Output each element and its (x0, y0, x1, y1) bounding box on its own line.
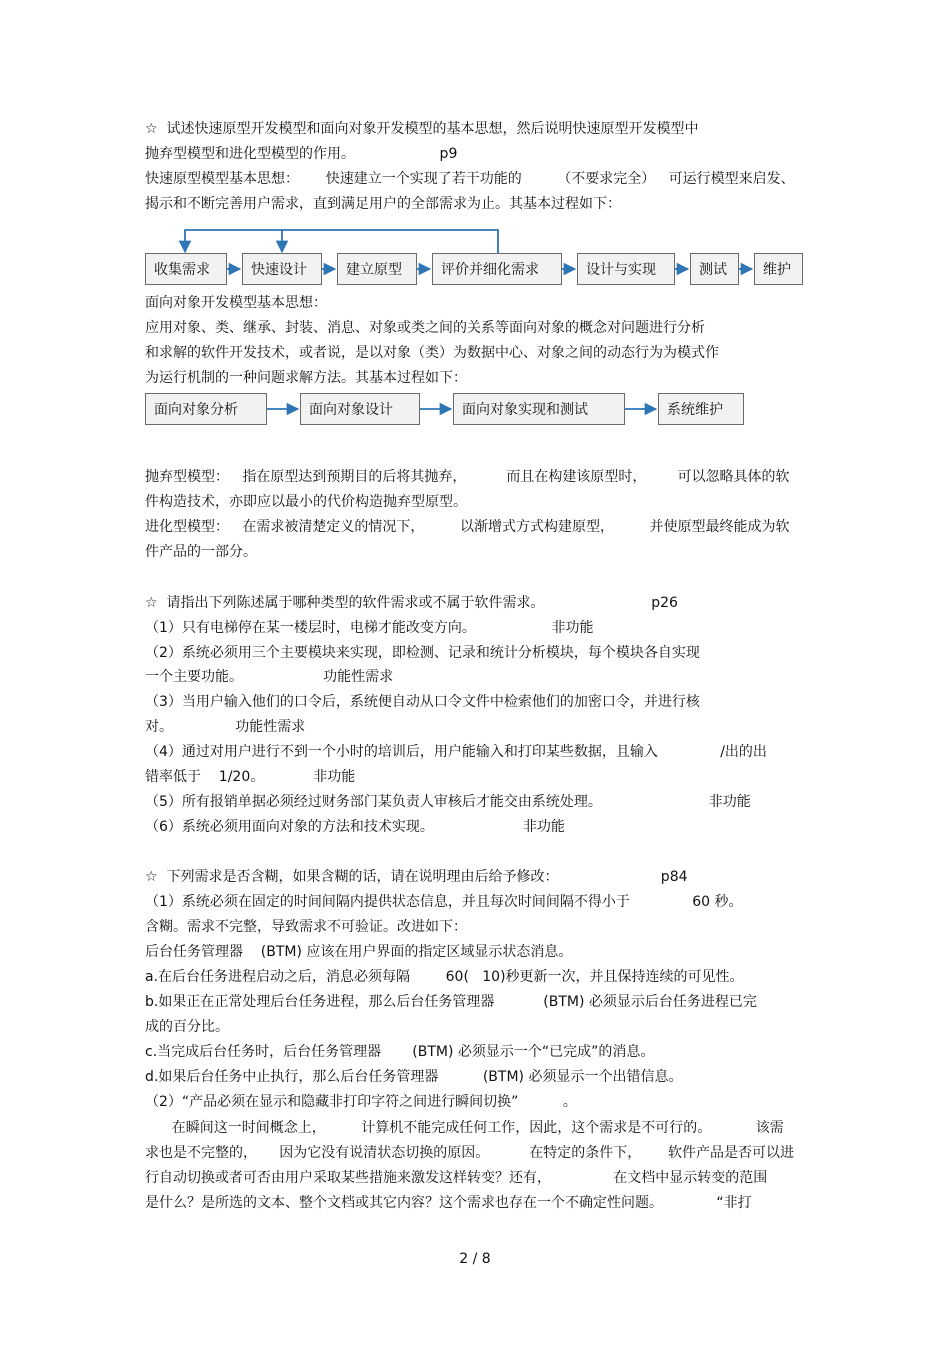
question-2-item-3-line-2: 对。 功能性需求 (145, 719, 306, 735)
oo-idea-line-2: 和求解的软件开发技术，或者说，是以对象（类）为数据中心、对象之间的动态行为为模式作 (145, 345, 719, 361)
question-3-answer-2: 后台任务管理器 (BTM) 应该在用户界面的指定区域显示状态消息。 (145, 944, 573, 960)
throwaway-model-line-2: 件构造技术，亦即应以最小的代价构造抛弃型原型。 (145, 494, 467, 510)
flow-step-quick-design: 快速设计 (242, 253, 322, 285)
question-2-item-3-line-1: （3）当用户输入他们的口令后，系统便自动从口令文件中检索他们的加密口令，并进行核 (145, 694, 700, 710)
question-1-line-1: ☆ 试述快速原型开发模型和面向对象开发模型的基本思想，然后说明快速原型开发模型中 (145, 121, 699, 137)
evolutionary-model-line-1: 进化型模型： 在需求被清楚定义的情况下， 以渐增式方式构建原型， 并使原型最终能成为软 (145, 519, 790, 535)
question-3-heading: ☆ 下列需求是否含糊，如果含糊的话，请在说明理由后给予修改： p84 (145, 869, 688, 885)
question-2-heading: ☆ 请指出下列陈述属于哪种类型的软件需求或不属于软件需求。 p26 (145, 595, 678, 611)
oo-idea-heading: 面向对象开发模型基本思想： (145, 295, 327, 311)
question-3-point-b-line-2: 成的百分比。 (145, 1019, 229, 1035)
question-3-item-2: （2）“产品必须在显示和隐藏非打印字符之间进行瞬间切换” 。 (145, 1094, 577, 1110)
flow-step-oo-analysis: 面向对象分析 (145, 393, 267, 425)
evolutionary-model-line-2: 件产品的一部分。 (145, 544, 257, 560)
question-3-point-a: a.在后台任务进程启动之后，消息必须每隔 60( 10)秒更新一次，并且保持连续的可见性。 (145, 969, 744, 985)
question-1-line-2: 抛弃型模型和进化型模型的作用。 p9 (145, 146, 458, 162)
question-3-item-1: （1）系统必须在固定的时间间隔内提供状态信息，并且每次时间间隔不得小于 60 秒。 (145, 894, 743, 910)
page-number: 2 / 8 (459, 1251, 491, 1267)
question-3-analysis-line-4: 是什么？是所选的文本、整个文档或其它内容？这个需求也存在一个不确定性问题。 “非打 (145, 1195, 752, 1211)
question-3-point-c: c.当完成后台任务时，后台任务管理器 (BTM) 必须显示一个“已完成”的消息。 (145, 1044, 655, 1060)
question-3-analysis-line-1: 在瞬间这一时间概念上， 计算机不能完成任何工作，因此，这个需求是不可行的。 该需 (145, 1120, 784, 1136)
flow-step-evaluate-refine: 评价并细化需求 (432, 253, 562, 285)
question-2-item-5: （5）所有报销单据必须经过财务部门某负责人审核后才能交由系统处理。 非功能 (145, 794, 751, 810)
question-3-point-b-line-1: b.如果正在正常处理后台任务进程，那么后台任务管理器 (BTM) 必须显示后台任务进程已完 (145, 994, 757, 1010)
oo-idea-line-3: 为运行机制的一种问题求解方法。其基本过程如下： (145, 370, 467, 386)
flow-step-oo-design: 面向对象设计 (300, 393, 420, 425)
question-2-item-2-line-1: （2）系统必须用三个主要模块来实现，即检测、记录和统计分析模块，每个模块各自实现 (145, 645, 700, 661)
question-2-item-4-line-1: （4）通过对用户进行不到一个小时的培训后，用户能输入和打印某些数据，且输入 /出的出 (145, 744, 767, 760)
question-2-item-2-line-2: 一个主要功能。 功能性需求 (145, 669, 394, 685)
flow-step-test: 测试 (690, 253, 739, 285)
question-3-point-d: d.如果后台任务中止执行，那么后台任务管理器 (BTM) 必须显示一个出错信息。 (145, 1069, 683, 1085)
question-3-answer-1: 含糊。需求不完整，导致需求不可验证。改进如下： (145, 919, 467, 935)
rapid-prototype-idea-line-1: 快速原型模型基本思想： 快速建立一个实现了若干功能的 （不要求完全） 可运行模型来启发、 (145, 171, 795, 187)
question-3-analysis-line-3: 行自动切换或者可否由用户采取某些措施来激发这样转变？还有， 在文档中显示转变的范围 (145, 1170, 768, 1186)
flow-step-maintain: 维护 (754, 253, 803, 285)
flow-step-collect-requirements: 收集需求 (145, 253, 227, 285)
question-3-analysis-line-2: 求也是不完整的， 因为它没有说清状态切换的原因。 在特定的条件下， 软件产品是否可以进 (145, 1145, 795, 1161)
question-2-item-6: （6）系统必须用面向对象的方法和技术实现。 非功能 (145, 819, 565, 835)
flow-step-system-maintenance: 系统维护 (658, 393, 744, 425)
throwaway-model-line-1: 抛弃型模型： 指在原型达到预期目的后将其抛弃， 而且在构建该原型时， 可以忽略具体的软 (145, 469, 790, 485)
question-2-item-4-line-2: 错率低于 1/20。 非功能 (145, 769, 356, 785)
flow-step-oo-implement-test: 面向对象实现和测试 (453, 393, 625, 425)
question-2-item-1: （1）只有电梯停在某一楼层时，电梯才能改变方向。 非功能 (145, 620, 594, 636)
flow-step-design-implement: 设计与实现 (577, 253, 675, 285)
rapid-prototype-idea-line-2: 揭示和不断完善用户需求，直到满足用户的全部需求为止。其基本过程如下： (145, 196, 621, 212)
flow-step-build-prototype: 建立原型 (337, 253, 417, 285)
oo-idea-line-1: 应用对象、类、继承、封装、消息、对象或类之间的关系等面向对象的概念对问题进行分析 (145, 320, 705, 336)
